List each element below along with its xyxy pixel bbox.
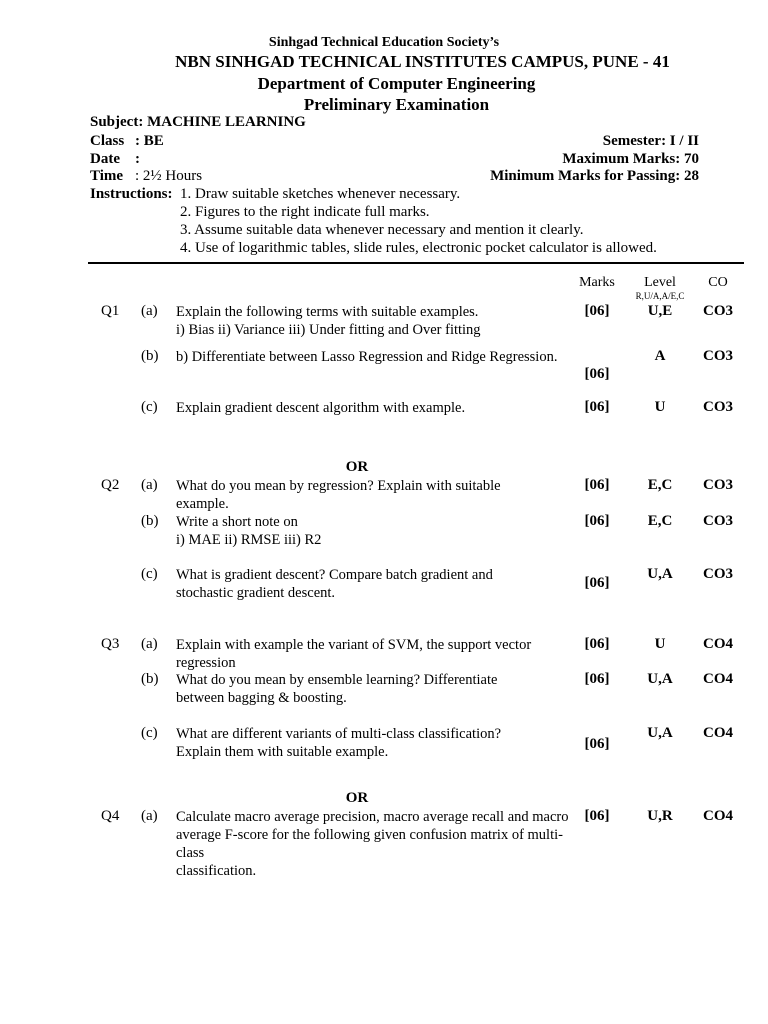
exam-title: Preliminary Examination: [303, 95, 490, 114]
min-marks: Minimum Marks for Passing: 28: [490, 168, 699, 184]
instruction-1: 1. Draw suitable sketches whenever necessary.: [180, 186, 461, 202]
question-marks: [06]: [584, 399, 610, 415]
marks-column-header: Marks: [579, 275, 615, 290]
sub-question-label: (c): [141, 399, 158, 415]
question-number: Q1: [101, 303, 120, 319]
sub-question-label: (a): [141, 477, 158, 493]
question-marks: [06]: [584, 366, 610, 382]
class-label: Class: [90, 133, 125, 149]
question-marks: [06]: [584, 808, 610, 824]
instructions-label: Instructions:: [90, 186, 173, 202]
sub-question-label: (b): [141, 513, 159, 529]
instruction-3: 3. Assume suitable data whenever necessary and mention it clearly.: [180, 222, 584, 238]
time-value: : 2½ Hours: [135, 168, 203, 184]
question-number: Q2: [101, 477, 120, 493]
sub-question-label: (a): [141, 303, 158, 319]
question-text: What are different variants of multi-class classification? Explain them with suitable example.: [176, 726, 502, 760]
question-co: CO3: [703, 513, 733, 529]
question-number: Q4: [101, 808, 120, 824]
question-marks: [06]: [584, 513, 610, 529]
question-text: What do you mean by ensemble learning? Differentiate between bagging & boosting.: [176, 672, 498, 706]
semester: Semester: I / II: [602, 133, 699, 149]
question-co: CO4: [703, 671, 733, 687]
question-level: E,C: [647, 477, 673, 493]
question-text: b) Differentiate between Lasso Regression and Ridge Regression.: [176, 349, 558, 365]
time-label: Time: [90, 168, 124, 184]
co-column-header: CO: [708, 275, 728, 290]
question-co: CO3: [703, 566, 733, 582]
max-marks: Maximum Marks: 70: [562, 151, 699, 167]
question-level: U: [654, 399, 666, 415]
question-co: CO4: [703, 725, 733, 741]
institute-name: NBN SINHGAD TECHNICAL INSTITUTES CAMPUS, PUNE - 41: [175, 52, 670, 71]
instruction-4: 4. Use of logarithmic tables, slide rules, electronic pocket calculator is allowed.: [180, 240, 657, 256]
question-level: U,A: [647, 725, 673, 741]
sub-question-label: (a): [141, 636, 158, 652]
header-divider: [88, 262, 744, 264]
sub-question-label: (b): [141, 348, 159, 364]
question-text: Calculate macro average precision, macro average recall and macro average F-score for the following given confusion matrix of multi-class classification.: [176, 809, 569, 879]
question-co: CO3: [703, 348, 733, 364]
question-level: U,A: [647, 671, 673, 687]
question-co: CO4: [703, 636, 733, 652]
question-co: CO3: [703, 303, 733, 319]
question-level: U,R: [647, 808, 673, 824]
date-value: :: [135, 151, 140, 167]
question-number: Q3: [101, 636, 120, 652]
question-marks: [06]: [584, 736, 610, 752]
question-text: Explain with example the variant of SVM, the support vector regression: [176, 637, 532, 671]
date-label: Date: [90, 151, 120, 167]
question-marks: [06]: [584, 671, 610, 687]
question-marks: [06]: [584, 575, 610, 591]
question-text: Explain gradient descent algorithm with example.: [176, 400, 466, 416]
level-column-subheader: R,U/A,A/E,C: [635, 291, 685, 301]
question-marks: [06]: [584, 636, 610, 652]
question-marks: [06]: [584, 477, 610, 493]
class-value: : BE: [135, 133, 164, 149]
question-level: U,E: [647, 303, 673, 319]
question-co: CO3: [703, 399, 733, 415]
sub-question-label: (c): [141, 566, 158, 582]
question-text: Write a short note on i) MAE ii) RMSE iii) R2: [176, 514, 322, 548]
society-name: Sinhgad Technical Education Society’s: [268, 35, 500, 50]
level-column-header: Level: [644, 275, 676, 290]
or-separator: OR: [345, 459, 369, 475]
question-level: U,A: [647, 566, 673, 582]
question-co: CO4: [703, 808, 733, 824]
question-text: Explain the following terms with suitable examples. i) Bias ii) Variance iii) Under fitting and Over fitting: [176, 304, 481, 338]
or-separator: OR: [345, 790, 369, 806]
sub-question-label: (b): [141, 671, 159, 687]
question-level: E,C: [647, 513, 673, 529]
department-name: Department of Computer Engineering: [257, 74, 536, 93]
question-text: What is gradient descent? Compare batch gradient and stochastic gradient descent.: [176, 567, 493, 601]
question-text: What do you mean by regression? Explain with suitable example.: [176, 478, 501, 512]
sub-question-label: (c): [141, 725, 158, 741]
subject-line: Subject: MACHINE LEARNING: [90, 114, 306, 130]
question-co: CO3: [703, 477, 733, 493]
question-level: U: [654, 636, 666, 652]
instruction-2: 2. Figures to the right indicate full marks.: [180, 204, 430, 220]
sub-question-label: (a): [141, 808, 158, 824]
question-level: A: [654, 348, 666, 364]
question-marks: [06]: [584, 303, 610, 319]
